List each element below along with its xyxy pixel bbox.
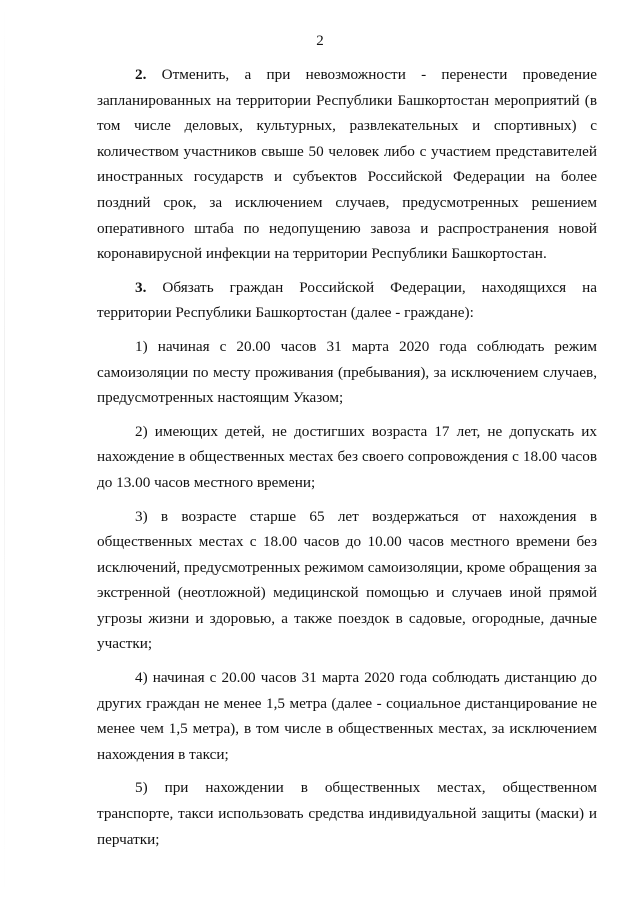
paragraph-item-2 <box>97 62 597 267</box>
paragraph-text: 2) имеющих детей, не достигших возраста 17 лет, не допускать их нахождение в общественных местах без своего сопровождения с 18.00 часов до 13.00 часов местного времени; <box>97 422 597 491</box>
paragraph-text: Обязать граждан Российской Федерации, находящихся на территории Республики Башкортостан (далее - граждане): <box>97 278 598 322</box>
subitem-3 <box>97 504 597 658</box>
subitem-1 <box>97 334 597 411</box>
paragraph-text: 3) в возрасте старше 65 лет воздержаться от нахождения в общественных местах с 18.00 часов до 10.00 часов местного времени без исключений, предусмотренных режимом самоизоляции, кроме обращения за экстренной (неотложной) медицинской помощью и случаев иной прямой угрозы жизни и здоровью, а также поездок в садовые, огородные, дачные участки; <box>97 507 597 653</box>
subitem-2 <box>97 419 597 496</box>
subitem-4 <box>97 665 597 767</box>
subitem-5 <box>97 775 597 852</box>
paragraph-text: 5) при нахождении в общественных местах, общественном транспорте, такси использовать средства индивидуальной защиты (маски) и перчатки; <box>97 779 597 848</box>
paragraph-text: 1) начиная с 20.00 часов 31 марта 2020 года соблюдать режим самоизоляции по месту проживания (пребывания), за исключением случаев, предусмотренных настоящим Указом; <box>97 337 597 407</box>
paragraph-item-3 <box>97 275 597 326</box>
paragraph-text: Отменить, а при невозможности - перенести проведение запланированных на территории Республики Башкортостан мероприятий (в том числе деловых, культурных, развлекательных и спортивных) с количеством участников свыше 50 человек либо с участием представителей иностранных государств и субъектов Российской Федерации на более поздний срок, за исключением случаев, предусмотренных решением оперативного штаба по недопущению завоза и распространения новой коронавирусной инфекции на территории Республики Башкортостан. <box>97 66 598 263</box>
paragraph-text: 4) начиная с 20.00 часов 31 марта 2020 года соблюдать дистанцию до других граждан не менее 1,5 метра (далее - социальное дистанцирование не менее чем 1,5 метра), в том числе в общественных местах, за исключением нахождения в такси; <box>97 669 597 763</box>
document-body <box>97 62 597 852</box>
page-number: 2 <box>316 33 324 49</box>
scan-edge-mark <box>4 0 5 905</box>
paragraph-number: 3. <box>135 278 147 296</box>
paragraph-number: 2. <box>135 66 147 83</box>
